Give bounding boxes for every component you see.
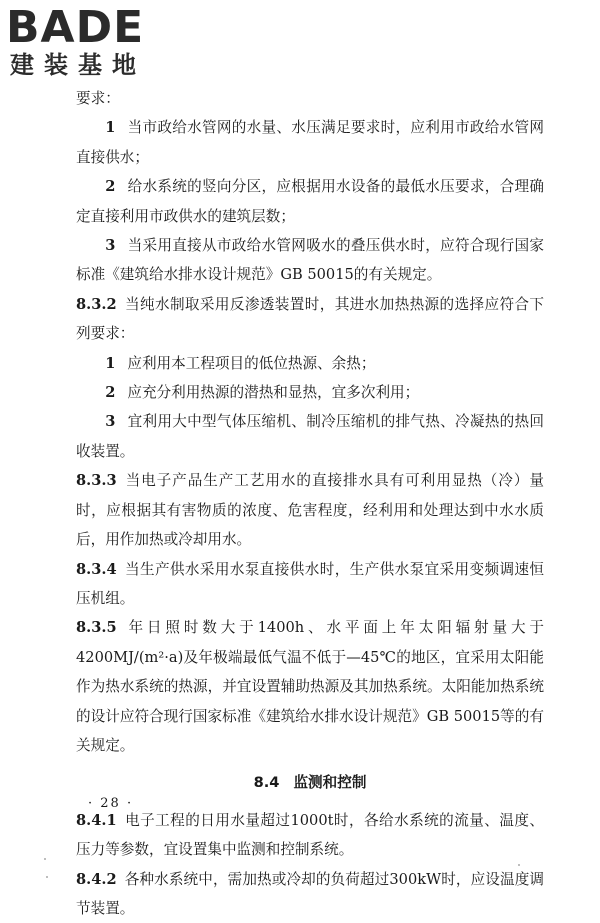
clause-paragraph <box>76 806 544 865</box>
clause-number: 8.3.3 <box>76 472 117 490</box>
list-item <box>76 172 544 231</box>
section-number: 8.4 <box>253 774 280 792</box>
scan-speck <box>518 864 520 866</box>
clause-number: 8.3.5 <box>76 619 117 637</box>
scan-speck <box>46 876 48 878</box>
clause-number: 8.4.1 <box>76 811 117 829</box>
logo-cjk-text: 建装基地 <box>10 51 146 79</box>
paragraph-text: 当采用直接从市政给水管网吸水的叠压供水时，应符合现行国家标准《建筑给水排水设计规范》GB 50015的有关规定。 <box>76 237 544 284</box>
paragraph-text: 年日照时数大于1400h、水平面上年太阳辐射量大于4200MJ/(m²·a)及年极端最低气温不低于—45℃的地区，宜采用太阳能作为热水系统的热源，并宜设置辅助热源及其加热系统。太阳能加热系统的设计应符合现行国家标准《建筑给水排水设计规范》GB 50015等的有关规定。 <box>76 619 544 754</box>
bade-logo <box>6 2 146 80</box>
paragraph-text: 各种水系统中，需加热或冷却的负荷超过300kW时，应设温度调节装置。 <box>76 870 544 917</box>
clause-paragraph <box>76 84 544 113</box>
logo-latin-text: BADE <box>6 2 145 53</box>
clause-number: 8.3.4 <box>76 560 117 578</box>
clause-number: 8.3.2 <box>76 295 117 313</box>
page-number: · 28 · <box>88 796 134 811</box>
paragraph-text: 应利用本工程项目的低位热源、余热； <box>127 354 376 372</box>
item-number: 2 <box>105 384 116 402</box>
paragraph-text: 要求： <box>76 90 120 107</box>
item-number: 3 <box>105 237 116 255</box>
item-number: 1 <box>105 119 116 137</box>
section-heading <box>76 768 544 797</box>
list-item <box>76 113 544 172</box>
item-number: 3 <box>105 413 116 431</box>
paragraph-text: 给水系统的竖向分区，应根据用水设备的最低水压要求，合理确定直接利用市政供水的建筑层数； <box>76 178 544 225</box>
item-number: 2 <box>105 178 116 196</box>
paragraph-text: 当市政给水管网的水量、水压满足要求时，应利用市政给水管网直接供水； <box>76 119 544 166</box>
list-item <box>76 407 544 466</box>
list-item <box>76 231 544 290</box>
section-title: 监测和控制 <box>293 774 367 792</box>
paragraph-text: 宜利用大中型气体压缩机、制冷压缩机的排气热、冷凝热的热回收装置。 <box>76 413 544 460</box>
clause-paragraph <box>76 865 544 923</box>
clause-paragraph <box>76 466 544 554</box>
clause-paragraph <box>76 290 544 349</box>
list-item <box>76 349 544 378</box>
paragraph-text: 应充分利用热源的潜热和显热，宜多次利用； <box>127 384 420 402</box>
item-number: 1 <box>105 354 116 372</box>
paragraph-text: 当电子产品生产工艺用水的直接排水具有可利用显热（冷）量时，应根据其有害物质的浓度、危害程度，经利用和处理达到中水水质后，用作加热或冷却用水。 <box>76 472 544 549</box>
clause-paragraph <box>76 613 544 760</box>
scan-speck <box>44 858 46 860</box>
document-body <box>76 84 544 923</box>
paragraph-text: 电子工程的日用水量超过1000t时，各给水系统的流量、温度、压力等参数，宜设置集中监测和控制系统。 <box>76 811 544 859</box>
paragraph-text: 当纯水制取采用反渗透装置时，其进水加热热源的选择应符合下列要求： <box>76 295 544 343</box>
list-item <box>76 378 544 407</box>
clause-paragraph <box>76 555 544 614</box>
clause-number: 8.4.2 <box>76 870 117 888</box>
paragraph-text: 当生产供水采用水泵直接供水时，生产供水泵宜采用变频调速恒压机组。 <box>76 560 544 607</box>
